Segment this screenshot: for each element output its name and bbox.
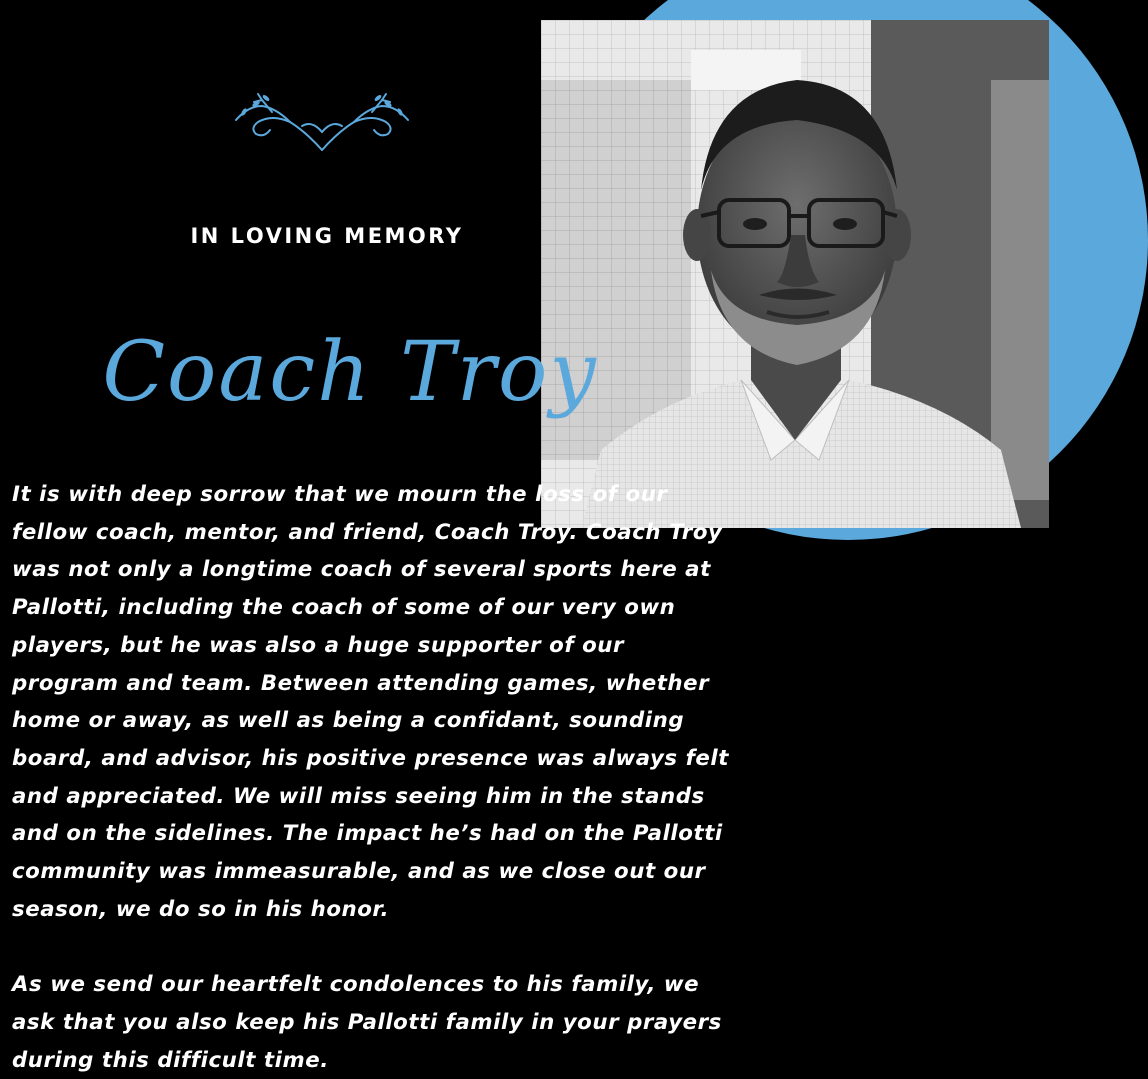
floral-heart-flourish-icon xyxy=(232,92,412,154)
tribute-paragraph: It is with deep sorrow that we mourn the loss of our fellow coach, mentor, and friend, Coach Troy. Coach Troy was not only a longtime coach of several sports here at Pallotti, including the coach of some of our very own players, but he was also a huge supporter of our program and team. Between attending games, whether home or away, as well as being a confidant, sounding board, and advisor, his positive presence was always felt and appreciated. We will miss seeing him in the stands and on the sidelines. The impact he’s had on the Pallotti community was immeasurable, and as we close out our season, we do so in his honor. xyxy=(12,482,729,922)
memory-heading: IN LOVING MEMORY xyxy=(190,224,464,248)
condolence-paragraph: As we send our heartfelt condolences to his family, we ask that you also keep his Pallotti family in your prayers during this difficult time. xyxy=(12,972,722,1073)
tribute-text xyxy=(12,476,732,1079)
coach-name-script xyxy=(102,290,598,460)
portrait-photo xyxy=(541,20,1049,528)
coach-name-text: Coach Troy xyxy=(102,325,598,420)
portrait-illustration xyxy=(541,20,1049,528)
